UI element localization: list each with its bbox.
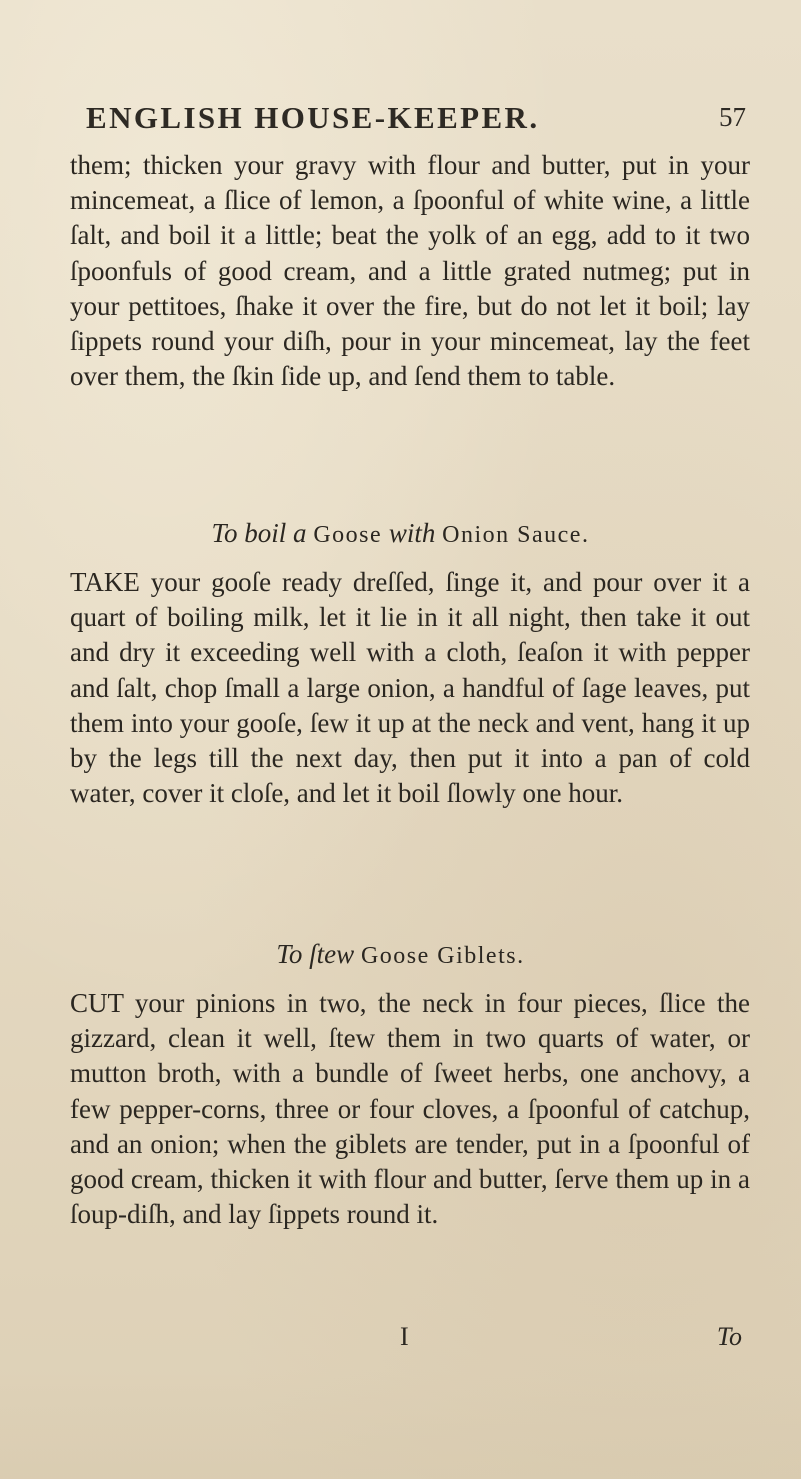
running-head: [86, 100, 746, 140]
heading-noun: Goose: [313, 522, 383, 548]
recipe-body-boil-goose: [70, 565, 750, 811]
page-footer: [70, 1322, 750, 1362]
heading-prefix: To ſtew: [276, 939, 355, 969]
paragraph: them; thicken your gravy with flour and butter, put in your mincemeat, a ſlice of lemon, a ſpoonful of white wine, a little ſalt, and boil it a little; beat the yolk of an egg, add to it two ſpoonfuls of good cream, and a little grated nutmeg; put in your pettitoes, ſhake it over the fire, but do not let it boil; lay ſippets round your diſh, pour in your mincemeat, lay the feet over them, the ſkin ſide up, and ſend them to table.: [70, 150, 750, 392]
heading-connector: with: [388, 518, 436, 548]
heading-noun: Goose Giblets.: [360, 943, 525, 969]
recipe-body-stew-giblets: [70, 986, 750, 1232]
signature-mark: I: [400, 1322, 409, 1351]
running-title: ENGLISH HOUSE-KEEPER.: [86, 100, 540, 135]
recipe-heading-stew-giblets: [0, 939, 801, 970]
catchword: To: [716, 1322, 742, 1351]
page-shadow: [0, 1369, 801, 1479]
paragraph: CUT your pinions in two, the neck in four pieces, ſlice the gizzard, clean it well, ſtew them in two quarts of water, or mutton broth, with a bundle of ſweet herbs, one anchovy, a few pepper-corns, three or four cloves, a ſpoonful of catchup, and an onion; when the giblets are tender, put in a ſpoonful of good cream, thicken it with flour and butter, ſerve them up in a ſoup-diſh, and lay ſippets round it.: [70, 988, 750, 1230]
continued-recipe-text: [70, 148, 750, 394]
heading-prefix: To boil a: [211, 518, 307, 548]
paragraph: TAKE your gooſe ready dreſſed, ſinge it, and pour over it a quart of boiling milk, let it lie in it all night, then take it out and dry it exceeding well with a cloth, ſeaſon it with pepper and ſalt, chop ſmall a large onion, a handful of ſage leaves, put them into your gooſe, ſew it up at the neck and vent, hang it up by the legs till the next day, then put it into a pan of cold water, cover it cloſe, and let it boil ſlowly one hour.: [70, 567, 750, 809]
page-number: 57: [719, 102, 746, 132]
recipe-heading-boil-goose: [0, 518, 801, 549]
heading-noun-2: Onion Sauce.: [442, 522, 590, 548]
